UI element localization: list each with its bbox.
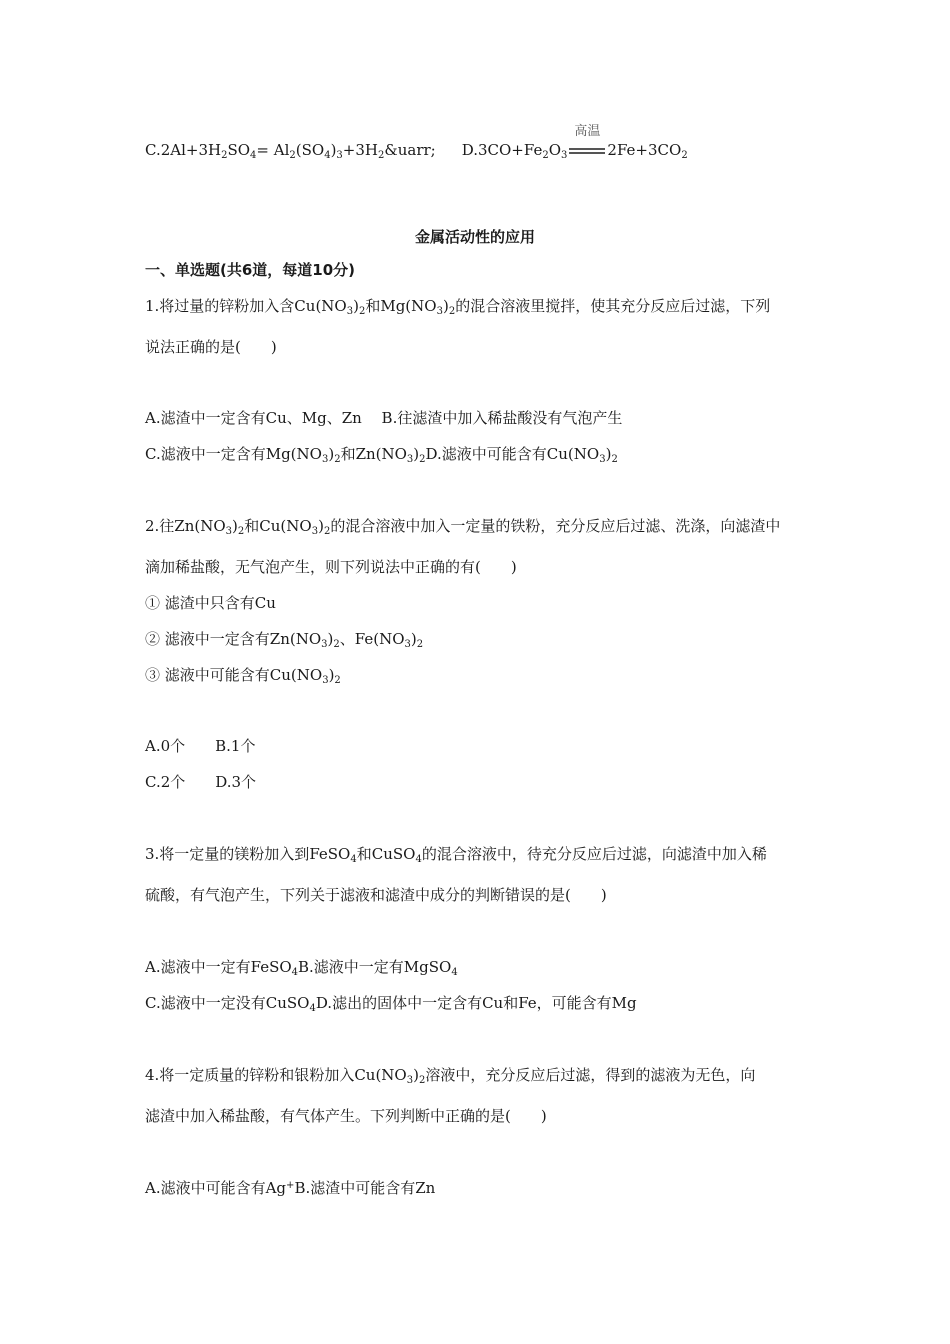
q4-stem-line-1: 4.将一定质量的锌粉和银粉加入$Cu(NO_3)_2$溶液中，充分反应后过滤，得到的滤液为无色，向 — [145, 1066, 756, 1086]
q1-stem-line-2: 说法正确的是( ) — [145, 338, 277, 356]
q2-stem-line-1: 2.往$Zn(NO_3)_2$和$Cu(NO_3)_2$的混合溶液中加入一定量的铁粉，充分反应后过滤、洗涤，向滤渣中 — [145, 517, 781, 537]
q2-statement-2: ② 滤液中一定含有$Zn(NO_3)_2$、$Fe(NO_3)_2$ — [145, 630, 424, 650]
section-heading: 一、单选题(共6道，每道10分) — [145, 261, 356, 279]
top-options-line — [145, 124, 688, 161]
page-title: 金属活动性的应用 — [414, 228, 535, 246]
q3-stem-line-1: 3.将一定量的镁粉加入到FeSO$_4$和CuSO$_4$的混合溶液中，待充分反应后过滤，向滤渣中加入稀 — [145, 845, 767, 865]
q2-options-ab: A.0个 B.1个 — [145, 737, 256, 755]
q4-options-ab: A.滤液中可能含有Ag+B.滤渣中可能含有Zn — [145, 1179, 436, 1197]
option-d-equation: $D.3CO+Fe_2O_3$ 高温 $2Fe+3CO_2$ — [461, 124, 688, 161]
q2-statement-1: ① 滤渣中只含有Cu — [145, 594, 276, 612]
q2-options-cd: C.2个 D.3个 — [145, 773, 257, 791]
q2-stem-line-2: 滴加稀盐酸，无气泡产生，则下列说法中正确的有( ) — [145, 558, 517, 576]
q3-options-cd: C.滤液中一定没有CuSO$_4$D.滤出的固体中一定含有Cu和Fe，可能含有Mg — [145, 994, 637, 1014]
option-c-equation: $C.2Al+3H_2SO_4=$ $Al_2(SO_4)_3+3H_2\&uarr$; — [145, 141, 436, 161]
q3-stem-line-2: 硫酸，有气泡产生，下列关于滤液和滤渣中成分的判断错误的是( ) — [145, 886, 607, 904]
q2-statement-3: ③ 滤液中可能含有$Cu(NO_3)_2$ — [145, 666, 341, 686]
high-temperature-condition: 高温 — [567, 140, 607, 160]
q1-options-ab: A.滤渣中一定含有Cu、Mg、Zn B.往滤渣中加入稀盐酸没有气泡产生 — [145, 409, 623, 427]
q3-options-ab: A.滤液中一定有FeSO$_4$B.滤液中一定有MgSO$_4$ — [145, 958, 458, 978]
q4-stem-line-2: 滤渣中加入稀盐酸，有气体产生。下列判断中正确的是( ) — [145, 1107, 547, 1125]
q1-options-cd: C.滤液中一定含有$Mg(NO_3)_2$和$Zn(NO_3)_2D$.滤液中可能含有$Cu(NO_3)_2$ — [145, 445, 618, 465]
q1-stem-line-1: 1.将过量的锌粉加入含$Cu(NO_3)_2$和$Mg(NO_3)_2$的混合溶液里搅拌，使其充分反应后过滤，下列 — [145, 297, 771, 317]
